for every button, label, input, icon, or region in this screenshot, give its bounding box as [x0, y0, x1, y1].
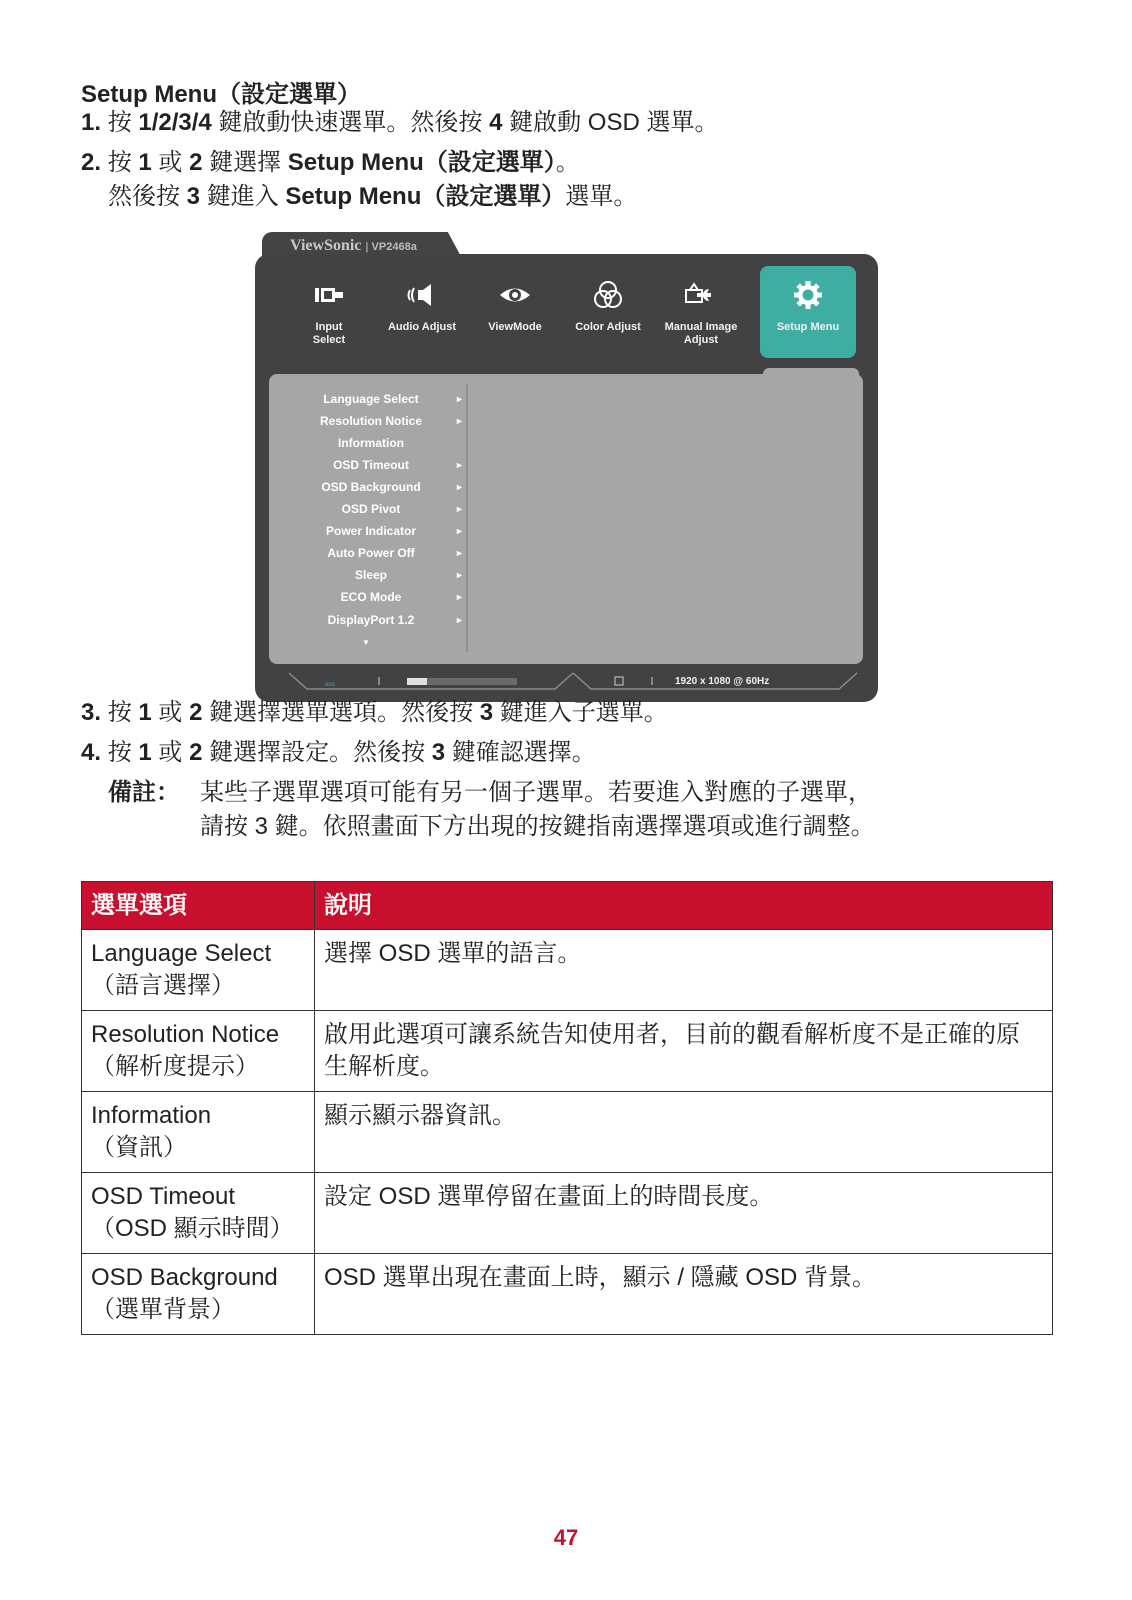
submenu-arrow-icon: ► — [455, 482, 464, 492]
osd-tab-label: Input Select — [312, 321, 346, 346]
step-text: 鍵選擇 — [202, 149, 288, 176]
note-line-1: 某些子選單選項可能有另一個子選單。若要進入對應的子選單， — [200, 779, 872, 806]
osd-resolution-readout: 1920 x 1080 @ 60Hz — [675, 676, 770, 687]
gear-icon — [790, 280, 826, 310]
step-number: 2. — [81, 149, 102, 176]
color-circles-icon — [590, 280, 626, 310]
step-key: 2 — [189, 739, 203, 766]
model-name: | VP2468a — [365, 241, 417, 253]
step-2-continued — [108, 180, 637, 214]
step-text: 鍵啟動快速選單。然後按 — [211, 109, 490, 136]
step-key: 1 — [138, 739, 152, 766]
osd-brand — [290, 237, 417, 255]
step-key: 3 — [431, 739, 446, 766]
step-key: 1 — [138, 149, 152, 176]
osd-item-eco-mode[interactable]: ECO Mode — [340, 590, 402, 604]
option-name: OSD Timeout — [91, 1183, 236, 1210]
step-key: 1/2/3/4 — [138, 109, 212, 136]
table-row — [82, 1254, 1053, 1335]
step-menu-name: Setup Menu（設定選單） — [285, 183, 566, 210]
step-1 — [81, 106, 718, 140]
osd-status-bar — [287, 671, 859, 691]
step-number: 3. — [81, 699, 102, 726]
submenu-arrow-icon: ► — [455, 460, 464, 470]
step-text: 鍵進入 — [200, 183, 286, 210]
submenu-arrow-icon: ► — [455, 416, 464, 426]
step-number: 4. — [81, 739, 102, 766]
option-name-zh: （語言選擇） — [91, 972, 235, 999]
osd-item-displayport[interactable]: DisplayPort 1.2 — [327, 613, 415, 627]
column-header-option: 選單選項 — [82, 882, 315, 930]
description-cell: OSD 選單出現在畫面上時，顯示 / 隱藏 OSD 背景。 — [315, 1254, 1053, 1335]
model-label: VP2468a — [371, 241, 417, 253]
table-row — [82, 930, 1053, 1011]
osd-tab-label: Color Adjust — [575, 321, 641, 333]
wrench-icon — [683, 280, 719, 310]
osd-tab-input-select[interactable] — [281, 266, 377, 358]
step-text: 然後按 — [108, 183, 187, 210]
description-cell: 顯示顯示器資訊。 — [315, 1092, 1053, 1173]
osd-tab-manual-image-adjust[interactable] — [653, 266, 749, 358]
step-key: 2 — [189, 699, 203, 726]
option-name-zh: （解析度提示） — [91, 1053, 259, 1080]
step-text: 選單。 — [565, 183, 638, 210]
step-text: 鍵進入子選單。 — [493, 699, 668, 726]
osd-item-sleep[interactable]: Sleep — [354, 568, 387, 582]
step-text: 按 — [107, 109, 139, 136]
step-text: 鍵選擇設定。然後按 — [202, 739, 432, 766]
column-header-description: 說明 — [315, 882, 1053, 930]
note-label: 備註： — [108, 779, 180, 806]
step-key: 1 — [138, 699, 152, 726]
step-number: 1. — [81, 109, 102, 136]
option-name-zh: （選單背景） — [91, 1296, 235, 1323]
description-cell: 設定 OSD 選單停留在畫面上的時間長度。 — [315, 1173, 1053, 1254]
step-2 — [81, 146, 580, 180]
option-cell — [82, 1092, 315, 1173]
step-text: 鍵啟動 OSD 選單。 — [502, 109, 719, 136]
speaker-icon — [404, 280, 440, 310]
menu-options-table — [81, 881, 1053, 1335]
table-row — [82, 1011, 1053, 1092]
brand-logo: ViewSonic — [290, 237, 362, 254]
osd-tab-label: Manual Image Adjust — [664, 321, 738, 346]
eco-label: eco — [325, 682, 335, 688]
option-name: Resolution Notice — [91, 1021, 280, 1048]
page-heading: Setup Menu（設定選單） — [81, 81, 361, 108]
step-key: 4 — [489, 109, 503, 136]
step-text: 按 — [107, 739, 139, 766]
osd-item-information[interactable]: Information — [338, 436, 404, 450]
osd-tab-viewmode[interactable] — [467, 266, 563, 358]
step-text: 。 — [555, 149, 580, 176]
osd-menu-divider — [466, 384, 468, 652]
step-3 — [81, 696, 668, 730]
submenu-arrow-icon: ► — [455, 394, 464, 404]
osd-item-resolution-notice[interactable]: Resolution Notice — [319, 414, 422, 428]
table-row — [82, 1092, 1053, 1173]
option-cell — [82, 1011, 315, 1092]
osd-item-osd-background[interactable]: OSD Background — [321, 480, 421, 494]
step-key: 2 — [189, 149, 203, 176]
osd-item-osd-timeout[interactable]: OSD Timeout — [333, 458, 409, 472]
osd-tab-label: Audio Adjust — [387, 321, 457, 333]
step-menu-name: Setup Menu（設定選單） — [287, 149, 556, 176]
osd-tab-audio-adjust[interactable] — [374, 266, 470, 358]
submenu-arrow-icon: ► — [455, 548, 464, 558]
eye-icon — [497, 280, 533, 310]
osd-item-power-indicator[interactable]: Power Indicator — [325, 524, 417, 538]
osd-item-osd-pivot[interactable]: OSD Pivot — [341, 502, 401, 516]
osd-tab-label: Setup Menu — [776, 321, 840, 333]
option-name: Language Select — [91, 940, 272, 967]
submenu-arrow-icon: ► — [455, 504, 464, 514]
option-cell — [82, 1173, 315, 1254]
step-key: 3 — [186, 183, 201, 210]
osd-tab-label: ViewMode — [488, 321, 542, 333]
description-cell: 啟用此選項可讓系統告知使用者，目前的觀看解析度不是正確的原生解析度。 — [315, 1011, 1053, 1092]
submenu-arrow-icon: ► — [455, 615, 464, 625]
submenu-arrow-icon: ► — [455, 592, 464, 602]
option-name: Information — [91, 1102, 212, 1129]
table-header-row — [82, 882, 1053, 930]
step-text: 鍵選擇選單選項。然後按 — [202, 699, 480, 726]
step-4 — [81, 736, 596, 770]
option-cell — [82, 1254, 315, 1335]
scroll-down-icon[interactable]: ▼ — [362, 638, 370, 647]
input-select-icon — [311, 280, 347, 310]
description-cell: 選擇 OSD 選單的語言。 — [315, 930, 1053, 1011]
osd-item-auto-power-off[interactable]: Auto Power Off — [327, 546, 415, 560]
option-name-zh: （OSD 顯示時間） — [91, 1215, 294, 1242]
pivot-icon — [615, 677, 623, 685]
step-text: 或 — [151, 739, 190, 766]
submenu-arrow-icon: ► — [455, 526, 464, 536]
step-key: 3 — [479, 699, 494, 726]
osd-tab-setup-menu[interactable] — [760, 266, 856, 358]
table-row — [82, 1173, 1053, 1254]
option-name: OSD Background — [91, 1264, 278, 1291]
option-cell — [82, 930, 315, 1011]
step-text: 或 — [151, 699, 190, 726]
note-line-2: 請按 3 鍵。依照畫面下方出現的按鍵指南選擇選項或進行調整。 — [200, 813, 875, 840]
option-name-zh: （資訊） — [91, 1134, 187, 1161]
step-text: 鍵確認選擇。 — [445, 739, 596, 766]
page-number: 47 — [553, 1525, 579, 1550]
step-text: 按 — [107, 699, 139, 726]
step-text: 按 — [107, 149, 139, 176]
osd-tab-color-adjust[interactable] — [560, 266, 656, 358]
step-text: 或 — [151, 149, 190, 176]
submenu-arrow-icon: ► — [455, 570, 464, 580]
osd-item-language-select[interactable]: Language Select — [323, 392, 419, 406]
